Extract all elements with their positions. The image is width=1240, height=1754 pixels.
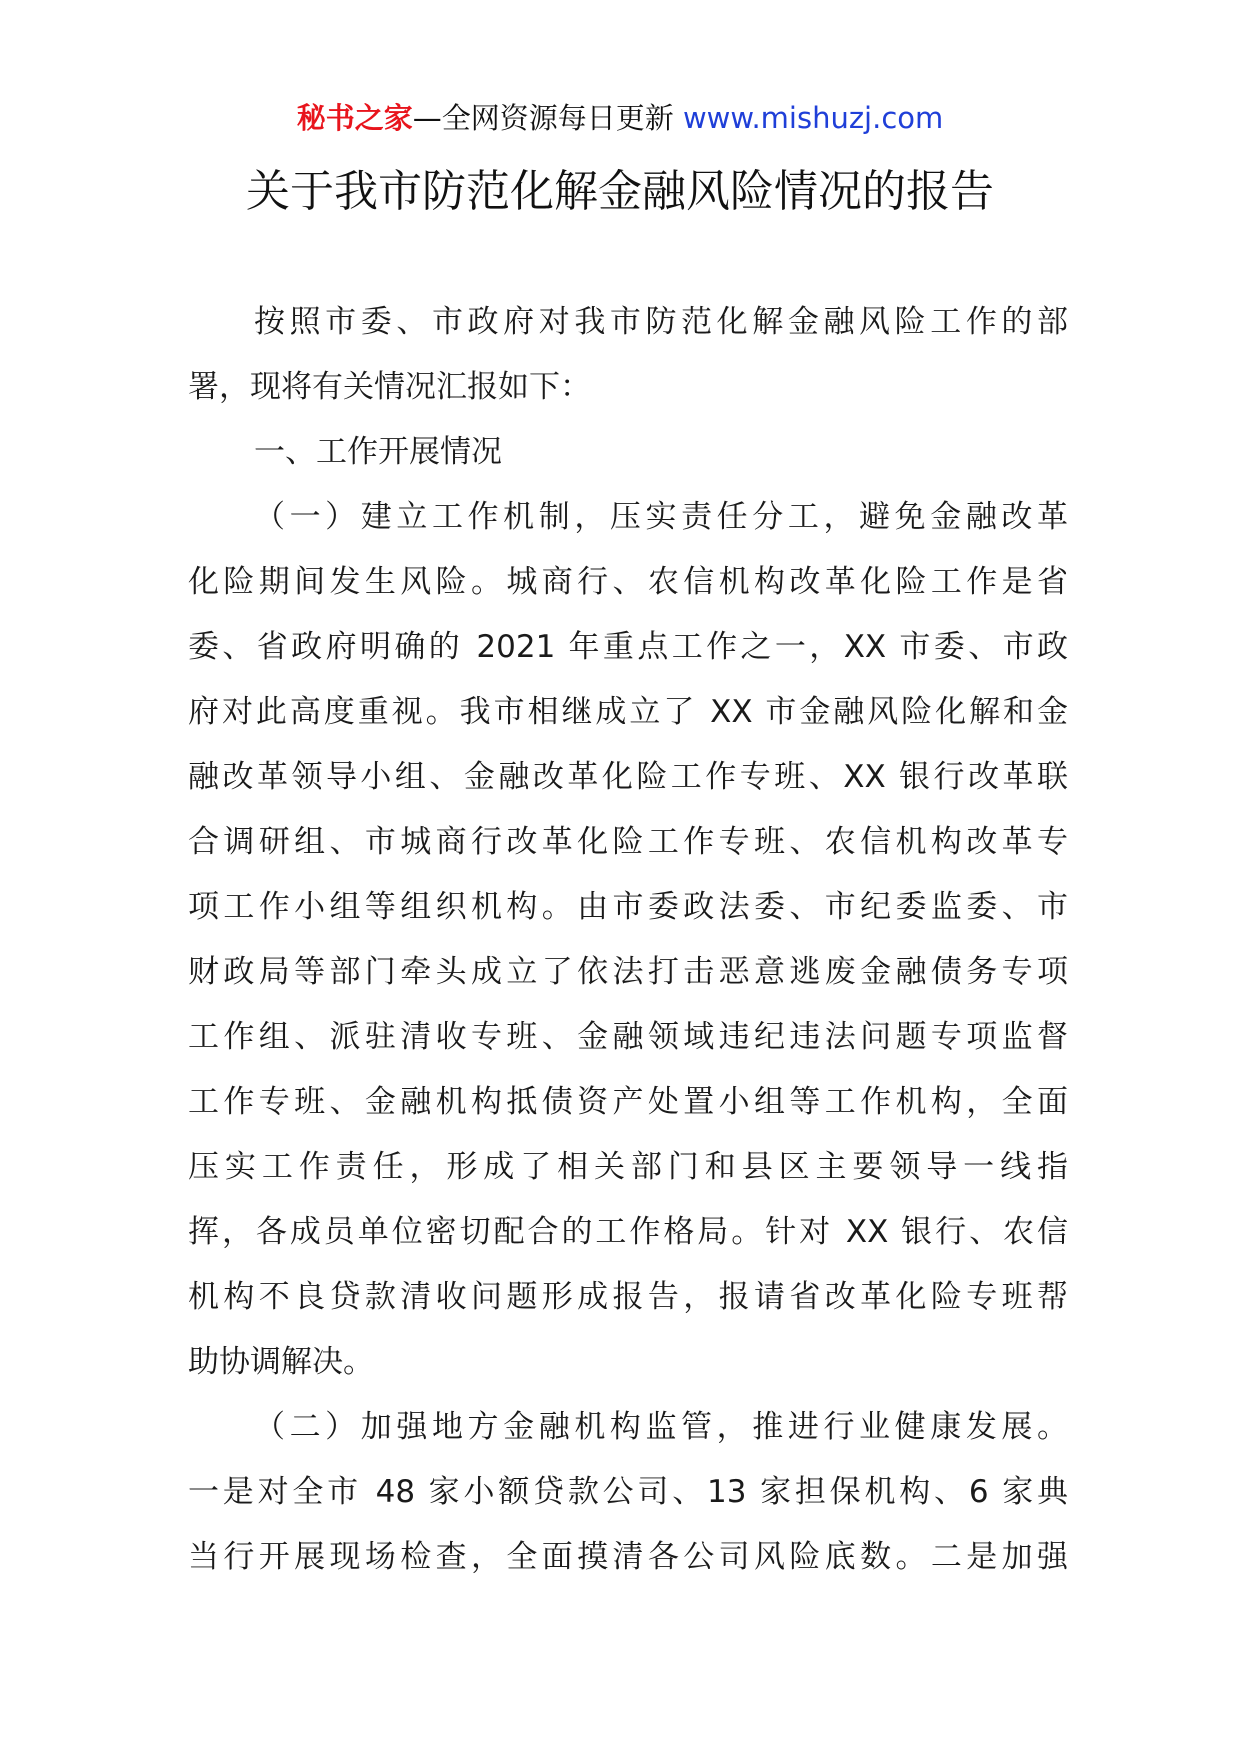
- header-tagline: —全网资源每日更新: [412, 101, 674, 135]
- paragraph-line: 机构不良贷款清收问题形成报告，报请省改革化险专班帮: [188, 1279, 1068, 1315]
- paragraph-line: 融改革领导小组、金融改革化险工作专班、XX 银行改革联: [188, 759, 1068, 795]
- paragraph-line: 化险期间发生风险。城商行、农信机构改革化险工作是省: [188, 564, 1068, 600]
- document-title: 关于我市防范化解金融风险情况的报告: [246, 166, 994, 217]
- paragraph-line: 合调研组、市城商行改革化险工作专班、农信机构改革专: [188, 824, 1068, 860]
- paragraph-line: 当行开展现场检查，全面摸清各公司风险底数。二是加强: [188, 1539, 1068, 1575]
- paragraph-line: 府对此高度重视。我市相继成立了 XX 市金融风险化解和金: [188, 694, 1068, 730]
- site-header: [0, 98, 1240, 138]
- paragraph-line: 项工作小组等组织机构。由市委政法委、市纪委监委、市: [188, 889, 1068, 925]
- paragraph-line: 工作专班、金融机构抵债资产处置小组等工作机构，全面: [188, 1084, 1068, 1120]
- paragraph-line: 挥，各成员单位密切配合的工作格局。针对 XX 银行、农信: [188, 1214, 1068, 1250]
- document-body: [188, 290, 1068, 1590]
- paragraph-line: 压实工作责任，形成了相关部门和县区主要领导一线指: [188, 1149, 1068, 1185]
- paragraph-line: 助协调解决。: [188, 1344, 374, 1380]
- paragraph-line: 财政局等部门牵头成立了依法打击恶意逃废金融债务专项: [188, 954, 1068, 990]
- paragraph-line: 署，现将有关情况汇报如下：: [188, 369, 591, 405]
- brand-name: 秘书之家: [296, 101, 413, 135]
- paragraph-line: 按照市委、市政府对我市防范化解金融风险工作的部: [254, 304, 1068, 340]
- site-url-link[interactable]: www.mishuzj.com: [682, 101, 944, 135]
- subsection-heading: （一）建立工作机制，压实责任分工，避免金融改革: [254, 499, 1068, 535]
- paragraph-line: 工作组、派驻清收专班、金融领域违纪违法问题专项监督: [188, 1019, 1068, 1055]
- paragraph-line: 委、省政府明确的 2021 年重点工作之一，XX 市委、市政: [188, 629, 1068, 665]
- section-heading: 一、工作开展情况: [254, 434, 502, 470]
- paragraph-line: 一是对全市 48 家小额贷款公司、13 家担保机构、6 家典: [188, 1474, 1068, 1510]
- subsection-heading: （二）加强地方金融机构监管，推进行业健康发展。: [254, 1409, 1068, 1445]
